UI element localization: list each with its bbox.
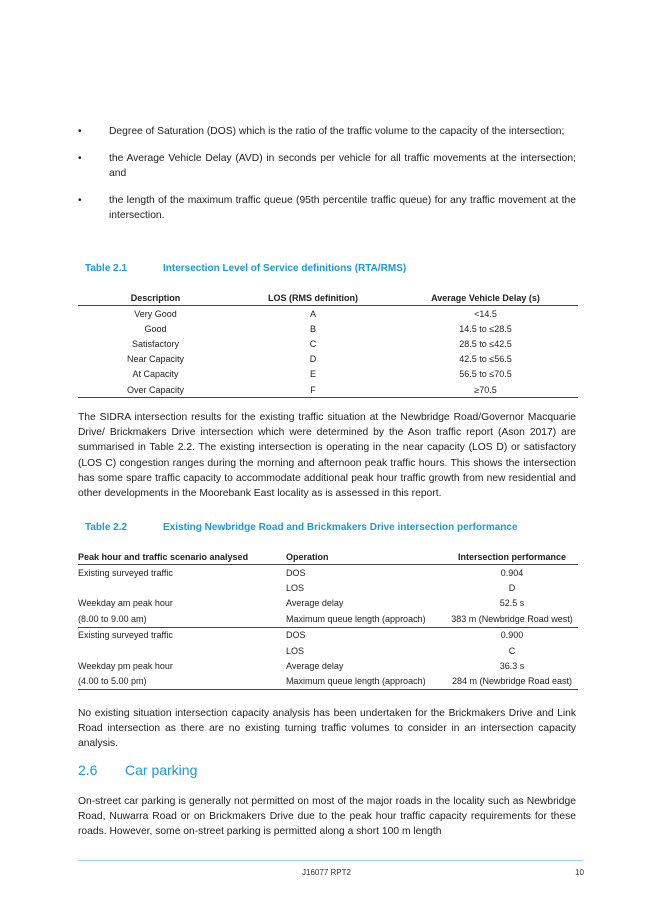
table-row	[78, 596, 578, 611]
table-cell: 42.5 to ≤56.5	[459, 354, 512, 365]
table-cell: LOS	[286, 645, 305, 656]
footer-divider	[78, 860, 583, 861]
table-cell: ≥70.5	[393, 382, 578, 398]
table-cell: 28.5 to ≤42.5	[459, 338, 512, 349]
bullet-text: Degree of Saturation (DOS) which is the ratio of the traffic volume to the capacity of the intersection;	[109, 126, 565, 137]
table-header-row	[78, 290, 578, 306]
table-cell: 14.5 to ≤28.5	[459, 323, 512, 334]
intersection-performance-table	[78, 550, 578, 690]
table-header-row	[78, 550, 578, 565]
table-cell: 284 m (Newbridge Road east)	[446, 674, 578, 690]
bullet-icon: •	[78, 126, 82, 137]
table-number: Table 2.2	[85, 522, 128, 533]
footer-report-ref: J16077 RPT2	[302, 868, 351, 877]
table-cell: 56.5 to ≤70.5	[459, 369, 512, 380]
table-row	[78, 580, 578, 595]
table-cell: Near Capacity	[126, 354, 185, 365]
table-cell: 52.5 s	[499, 598, 525, 609]
bullet-icon: •	[78, 194, 82, 206]
table-row	[78, 336, 578, 351]
paragraph-car-parking: On-street car parking is generally not permitted on most of the major roads in the locality such as Newbridge Road, Nuwarra Road or on Brickmakers Drive due to the peak hour traffic capacity requirements for these roads. However, some on-street parking is permitted along a short 100 m length	[78, 796, 576, 838]
table-cell: F	[233, 382, 393, 398]
table-row	[78, 306, 578, 322]
table-cell: DOS	[286, 630, 306, 641]
table-row	[78, 611, 578, 627]
table-title: Intersection Level of Service definitions (RTA/RMS)	[163, 263, 407, 274]
paragraph-sidra-results: The SIDRA intersection results for the existing traffic situation at the Newbridge Road/Governor Macquarie Drive/ Brickmakers Drive intersection which were determined by the Ason traffic report (Ason 2017) are summarised in Table 2.2. The existing intersection is operating in the near capacity (LOS D) or satisfactory (LOS C) congestion ranges during the morning and afternoon peak traffic hours. This shows the intersection has some spare traffic capacity to accommodate additional peak hour traffic growth from new residential and other developments in the Moorebank East locality as is assessed in this report.	[78, 412, 576, 500]
section-title: Car parking	[125, 762, 198, 778]
table-2-2-caption	[85, 522, 518, 533]
table-cell: LOS	[286, 583, 305, 594]
table-cell: E	[309, 369, 316, 380]
table-cell: At Capacity	[132, 369, 179, 380]
table-cell: Weekday pm peak hour	[78, 661, 173, 672]
table-cell: Maximum queue length (approach)	[286, 611, 446, 627]
table-cell: Over Capacity	[78, 382, 233, 398]
table-cell: <14.5	[474, 308, 497, 319]
table-row	[78, 627, 578, 643]
table-cell: (8.00 to 9.00 am)	[78, 611, 286, 627]
bullet-item	[78, 151, 576, 182]
table-cell: B	[309, 323, 316, 334]
table-cell: Weekday am peak hour	[78, 598, 173, 609]
table-cell: C	[508, 645, 516, 656]
footer-page-number: 10	[575, 868, 584, 877]
table-row	[78, 382, 578, 398]
section-heading	[78, 762, 197, 778]
table-row	[78, 367, 578, 382]
table-cell: Existing surveyed traffic	[78, 567, 173, 578]
column-header: Average Vehicle Delay (s)	[393, 290, 578, 306]
table-cell: Average delay	[286, 661, 344, 672]
table-row	[78, 565, 578, 581]
table-cell: 0.900	[500, 630, 524, 641]
bullet-text: the Average Vehicle Delay (AVD) in seconds per vehicle for all traffic movements at the intersection; and	[109, 152, 576, 179]
los-definitions-table	[78, 290, 578, 398]
table-cell: Satisfactory	[131, 338, 180, 349]
table-number: Table 2.1	[85, 263, 128, 274]
bullet-icon: •	[78, 152, 82, 164]
table-cell: 0.904	[500, 567, 524, 578]
section-number: 2.6	[78, 762, 98, 778]
table-row	[78, 674, 578, 690]
table-cell	[78, 643, 286, 658]
table-cell: A	[309, 308, 316, 319]
table-cell: Maximum queue length (approach)	[286, 674, 446, 690]
table-cell: D	[508, 583, 516, 594]
table-cell: 383 m (Newbridge Road west)	[446, 611, 578, 627]
bullet-list	[78, 124, 576, 235]
column-header: Operation	[286, 550, 446, 565]
table-cell: (4.00 to 5.00 pm)	[78, 674, 286, 690]
column-header: Peak hour and traffic scenario analysed	[78, 550, 286, 565]
table-cell: C	[309, 338, 317, 349]
paragraph-no-analysis: No existing situation intersection capacity analysis has been undertaken for the Brickmakers Drive and Link Road intersection as there are no existing turning traffic volumes to consider in an intersection capacity analysis.	[78, 708, 576, 750]
table-title: Existing Newbridge Road and Brickmakers Drive intersection performance	[163, 522, 518, 533]
table-row	[78, 643, 578, 658]
column-header: LOS (RMS definition)	[233, 290, 393, 306]
table-cell: D	[309, 354, 317, 365]
table-cell: Good	[144, 323, 167, 334]
table-2-1-caption	[85, 263, 406, 274]
table-cell: Existing surveyed traffic	[78, 630, 173, 641]
table-cell: Very Good	[134, 308, 177, 319]
column-header: Description	[78, 290, 233, 306]
table-row	[78, 352, 578, 367]
table-cell	[78, 580, 286, 595]
bullet-text: the length of the maximum traffic queue (95th percentile traffic queue) for any traffic movement at the intersection.	[109, 194, 576, 221]
bullet-item	[78, 193, 576, 224]
table-cell: Average delay	[286, 598, 344, 609]
table-row	[78, 321, 578, 336]
column-header: Intersection performance	[446, 550, 578, 565]
table-cell: 36.3 s	[499, 661, 525, 672]
bullet-item	[78, 124, 576, 140]
table-row	[78, 658, 578, 673]
table-cell: DOS	[286, 567, 306, 578]
